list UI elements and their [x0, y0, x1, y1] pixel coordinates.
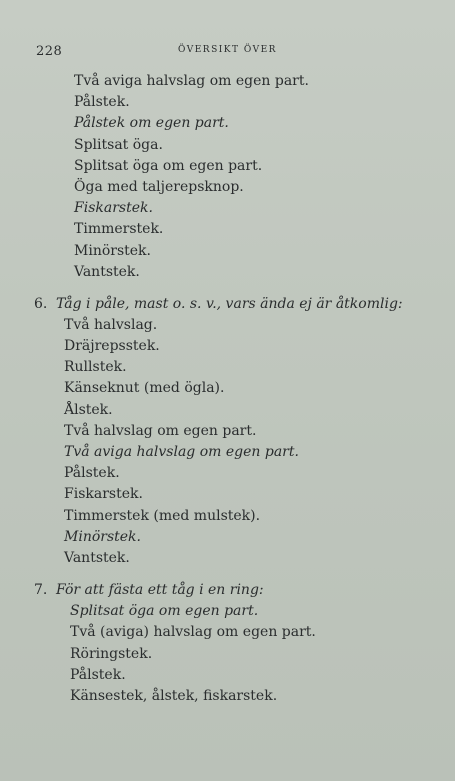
- list-item: Splitsat öga om egen part.: [74, 157, 263, 174]
- page-header: [0, 44, 455, 64]
- list-item: Pålstek.: [74, 94, 130, 111]
- list-item: Två (aviga) halvslag om egen part.: [70, 624, 316, 641]
- section-6: [0, 293, 455, 569]
- page-content: [0, 71, 455, 707]
- list-item: Pålstek om egen part.: [74, 115, 229, 132]
- list-item: Dräjrepsstek.: [64, 338, 160, 355]
- list-item: Timmerstek.: [74, 221, 164, 238]
- list-item: Två aviga halvslag om egen part.: [64, 444, 299, 460]
- running-title: ÖVERSIKT ÖVER: [178, 45, 277, 55]
- list-item: Minörstek.: [64, 528, 141, 545]
- list-item: Känseknut (med ögla).: [64, 380, 225, 397]
- list-item: Öga med taljerepsknop.: [74, 178, 244, 195]
- section-7: [0, 579, 455, 707]
- list-item: Pålstek.: [70, 666, 126, 683]
- list-item: Vantstek.: [74, 263, 140, 280]
- section-heading: [0, 293, 455, 315]
- knot-list-continued: [0, 71, 455, 283]
- list-item: Fiskarstek.: [74, 200, 153, 217]
- list-item: Fiskarstek.: [64, 486, 143, 503]
- section-title: Tåg i påle, mast o. s. v., vars ända ej är åtkomlig:: [56, 295, 403, 312]
- list-item: Timmerstek (med mulstek).: [64, 507, 261, 524]
- list-item: Splitsat öga.: [74, 136, 163, 153]
- list-item: Rullstek.: [64, 359, 127, 376]
- section-heading: [0, 579, 455, 601]
- list-item: Ålstek.: [64, 401, 113, 418]
- list-item: Känsestek, ålstek, fiskarstek.: [70, 687, 278, 704]
- section-title: För att fästa ett tåg i en ring:: [56, 582, 264, 599]
- page-number: 228: [36, 44, 63, 59]
- section-number: 6.: [34, 295, 48, 312]
- section-number: 7.: [34, 582, 48, 599]
- list-item: Två halvslag om egen part.: [64, 422, 257, 439]
- list-item: Splitsat öga om egen part.: [70, 603, 259, 620]
- list-item: Pålstek.: [64, 465, 120, 482]
- list-item: Röringstek.: [70, 645, 153, 662]
- list-item: Vantstek.: [64, 549, 130, 566]
- list-item: Två aviga halvslag om egen part.: [74, 73, 309, 89]
- list-item: Två halvslag.: [64, 316, 158, 333]
- list-item: Minörstek.: [74, 242, 151, 259]
